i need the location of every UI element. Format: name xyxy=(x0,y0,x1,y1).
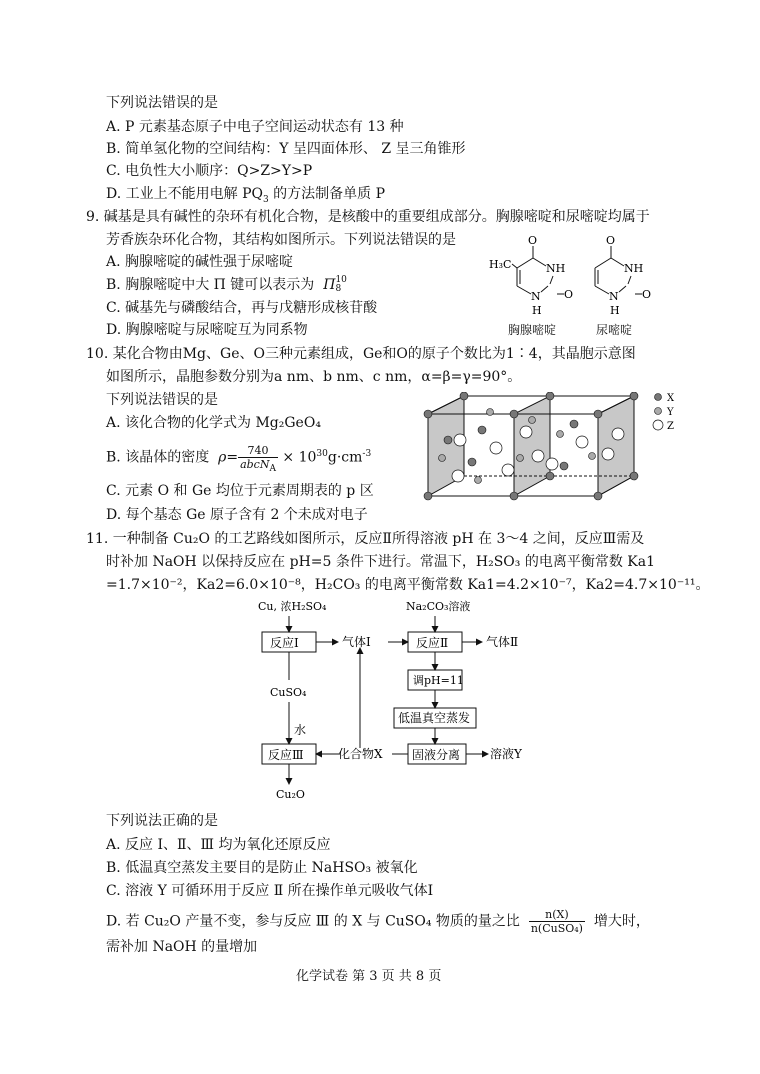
q8-option-c: C. 电负性大小顺序：Q>Z>Y>P xyxy=(106,163,313,179)
q10-option-b: B. 该晶体的密度 ρ= $\frac{740}{abcN_A}$ × $10^{30}g\cdot cm^{-3}$ xyxy=(106,444,372,475)
thymine-label: 胸腺嘧啶 xyxy=(508,323,557,337)
flow-adjust-ph: 调pH=11 xyxy=(413,674,464,687)
uracil-o-top: O xyxy=(606,234,616,247)
uracil-label: 尿嘧啶 xyxy=(596,323,633,337)
q8-option-b: B. 简单氢化物的空间结构：Y 呈四面体形、 Z 呈三角锥形 xyxy=(106,141,466,157)
flow-gas-2: 气体Ⅱ xyxy=(486,635,519,649)
q10-stem-line2: 如图所示，晶胞参数分别为a nm、b nm、c nm，α=β=γ=90°。 xyxy=(106,369,522,385)
legend-x-swatch xyxy=(655,394,662,401)
q11-stem-line2: 时补加 NaOH 以保持反应在 pH=5 条件下进行。常温下，H₂SO₃ 的电离平衡常数 Ka1 xyxy=(106,554,656,570)
q9-option-d: D. 胸腺嘧啶与尿嘧啶互为同系物 xyxy=(106,322,308,338)
q9-option-c: C. 碱基先与磷酸结合，再与戊糖形成核苷酸 xyxy=(106,300,378,316)
q8-option-a: A. P 元素基态原子中电子空间运动状态有 13 种 xyxy=(106,119,404,135)
q8-prompt: 下列说法错误的是 xyxy=(106,95,218,111)
flow-solution-y: 溶液Y xyxy=(490,747,522,761)
flow-input-1: Cu, 浓H₂SO₄ xyxy=(258,600,327,613)
legend-y-swatch xyxy=(655,408,662,415)
legend-x-label: X xyxy=(667,393,675,404)
ratio-numerator: n(X) xyxy=(529,908,585,922)
page-footer: 化学试卷 第 3 页 共 8 页 xyxy=(296,969,442,984)
flow-reaction-1: 反应Ⅰ xyxy=(270,636,299,650)
q11-stem-line1: 11. 一种制备 Cu₂O 的工艺路线如图所示，反应Ⅱ所得溶液 pH 在 3～4 之间，反应Ⅲ需及 xyxy=(86,531,645,547)
q9-option-b: B. 胸腺嘧啶中大 Π 键可以表示为 Π 10 8 xyxy=(106,275,347,294)
thymine-o-top: O xyxy=(528,234,538,247)
legend-z-label: Z xyxy=(667,421,674,432)
ratio-denominator: n(CuSO₄) xyxy=(530,922,583,935)
q10-option-d: D. 每个基态 Ge 原子含有 2 个未成对电子 xyxy=(106,507,368,523)
uracil-n: N xyxy=(609,290,619,303)
q11-option-a: A. 反应 Ⅰ、Ⅱ、Ⅲ 均为氧化还原反应 xyxy=(106,837,331,853)
uracil-o-right: O xyxy=(642,288,652,301)
thymine-o-right: O xyxy=(564,288,574,301)
legend-z-swatch xyxy=(653,420,663,430)
flow-reaction-3: 反应Ⅲ xyxy=(268,748,304,762)
q10-option-c: C. 元素 O 和 Ge 均位于元素周期表的 p 区 xyxy=(106,483,374,499)
thymine-h: H xyxy=(532,304,542,317)
flow-reaction-2: 反应Ⅱ xyxy=(416,636,449,650)
q10-stem-line1: 10. 某化合物由Mg、Ge、O三种元素组成，Ge和O的原子个数比为1∶4，其晶胞示意图 xyxy=(86,346,636,362)
thymine-nh: NH xyxy=(546,262,566,275)
uracil-nh: NH xyxy=(624,262,644,275)
q9-option-a: A. 胸腺嘧啶的碱性强于尿嘧啶 xyxy=(106,254,294,270)
q9-stem-line1: 9. 碱基是具有碱性的杂环有机化合物，是核酸中的重要组成部分。胸腺嘧啶和尿嘧啶均属于 xyxy=(86,209,650,225)
flow-vacuum-evap: 低温真空蒸发 xyxy=(398,711,471,725)
flow-gas-1: 气体Ⅰ xyxy=(342,635,371,649)
flow-water: 水 xyxy=(294,723,307,737)
thymine-ch3: H₃C xyxy=(489,258,512,271)
q11-option-d: D. 若 Cu₂O 产量不变，参与反应 Ⅲ 的 X 与 CuSO₄ 物质的量之比 $\frac{n(X)}{\text{n(CuSO₄)}}$ 增大时， xyxy=(106,908,650,935)
flow-cu2o: Cu₂O xyxy=(276,788,305,801)
cell-middle-plane xyxy=(514,396,550,496)
flow-cuso4: CuSO₄ xyxy=(270,686,307,699)
thymine-n: N xyxy=(531,290,541,303)
q11-option-c: C. 溶液 Y 可循环用于反应 Ⅱ 所在操作单元吸收气体Ⅰ xyxy=(106,883,434,899)
q9-stem-line2: 芳香族杂环化合物，其结构如图所示。下列说法错误的是 xyxy=(106,232,456,248)
flow-separation: 固液分离 xyxy=(412,748,461,762)
q11-option-b: B. 低温真空蒸发主要目的是防止 NaHSO₃ 被氧化 xyxy=(106,860,418,876)
uracil-h: H xyxy=(610,304,620,317)
legend-y-label: Y xyxy=(667,407,674,418)
q11-stem-line3: =1.7×10⁻²，Ka2=6.0×10⁻⁸，H₂CO₃ 的电离平衡常数 Ka1=4.2×10⁻⁷，Ka2=4.7×10⁻¹¹。 xyxy=(106,577,710,593)
q11-prompt: 下列说法正确的是 xyxy=(106,813,218,829)
flow-input-2: Na₂CO₃溶液 xyxy=(406,600,471,613)
q8-option-d: D. 工业上不能用电解 $PQ_3$ 的方法制备单质 P xyxy=(106,186,386,205)
process-flow-diagram xyxy=(250,598,540,804)
crystal-cell-figure xyxy=(422,392,686,506)
flow-compound-x: 化合物X xyxy=(338,747,383,761)
q11-option-d-cont: 需补加 NaOH 的量增加 xyxy=(106,939,258,955)
q10-prompt: 下列说法错误的是 xyxy=(106,392,218,408)
q10-option-a: A. 该化合物的化学式为 Mg₂GeO₄ xyxy=(106,415,321,431)
